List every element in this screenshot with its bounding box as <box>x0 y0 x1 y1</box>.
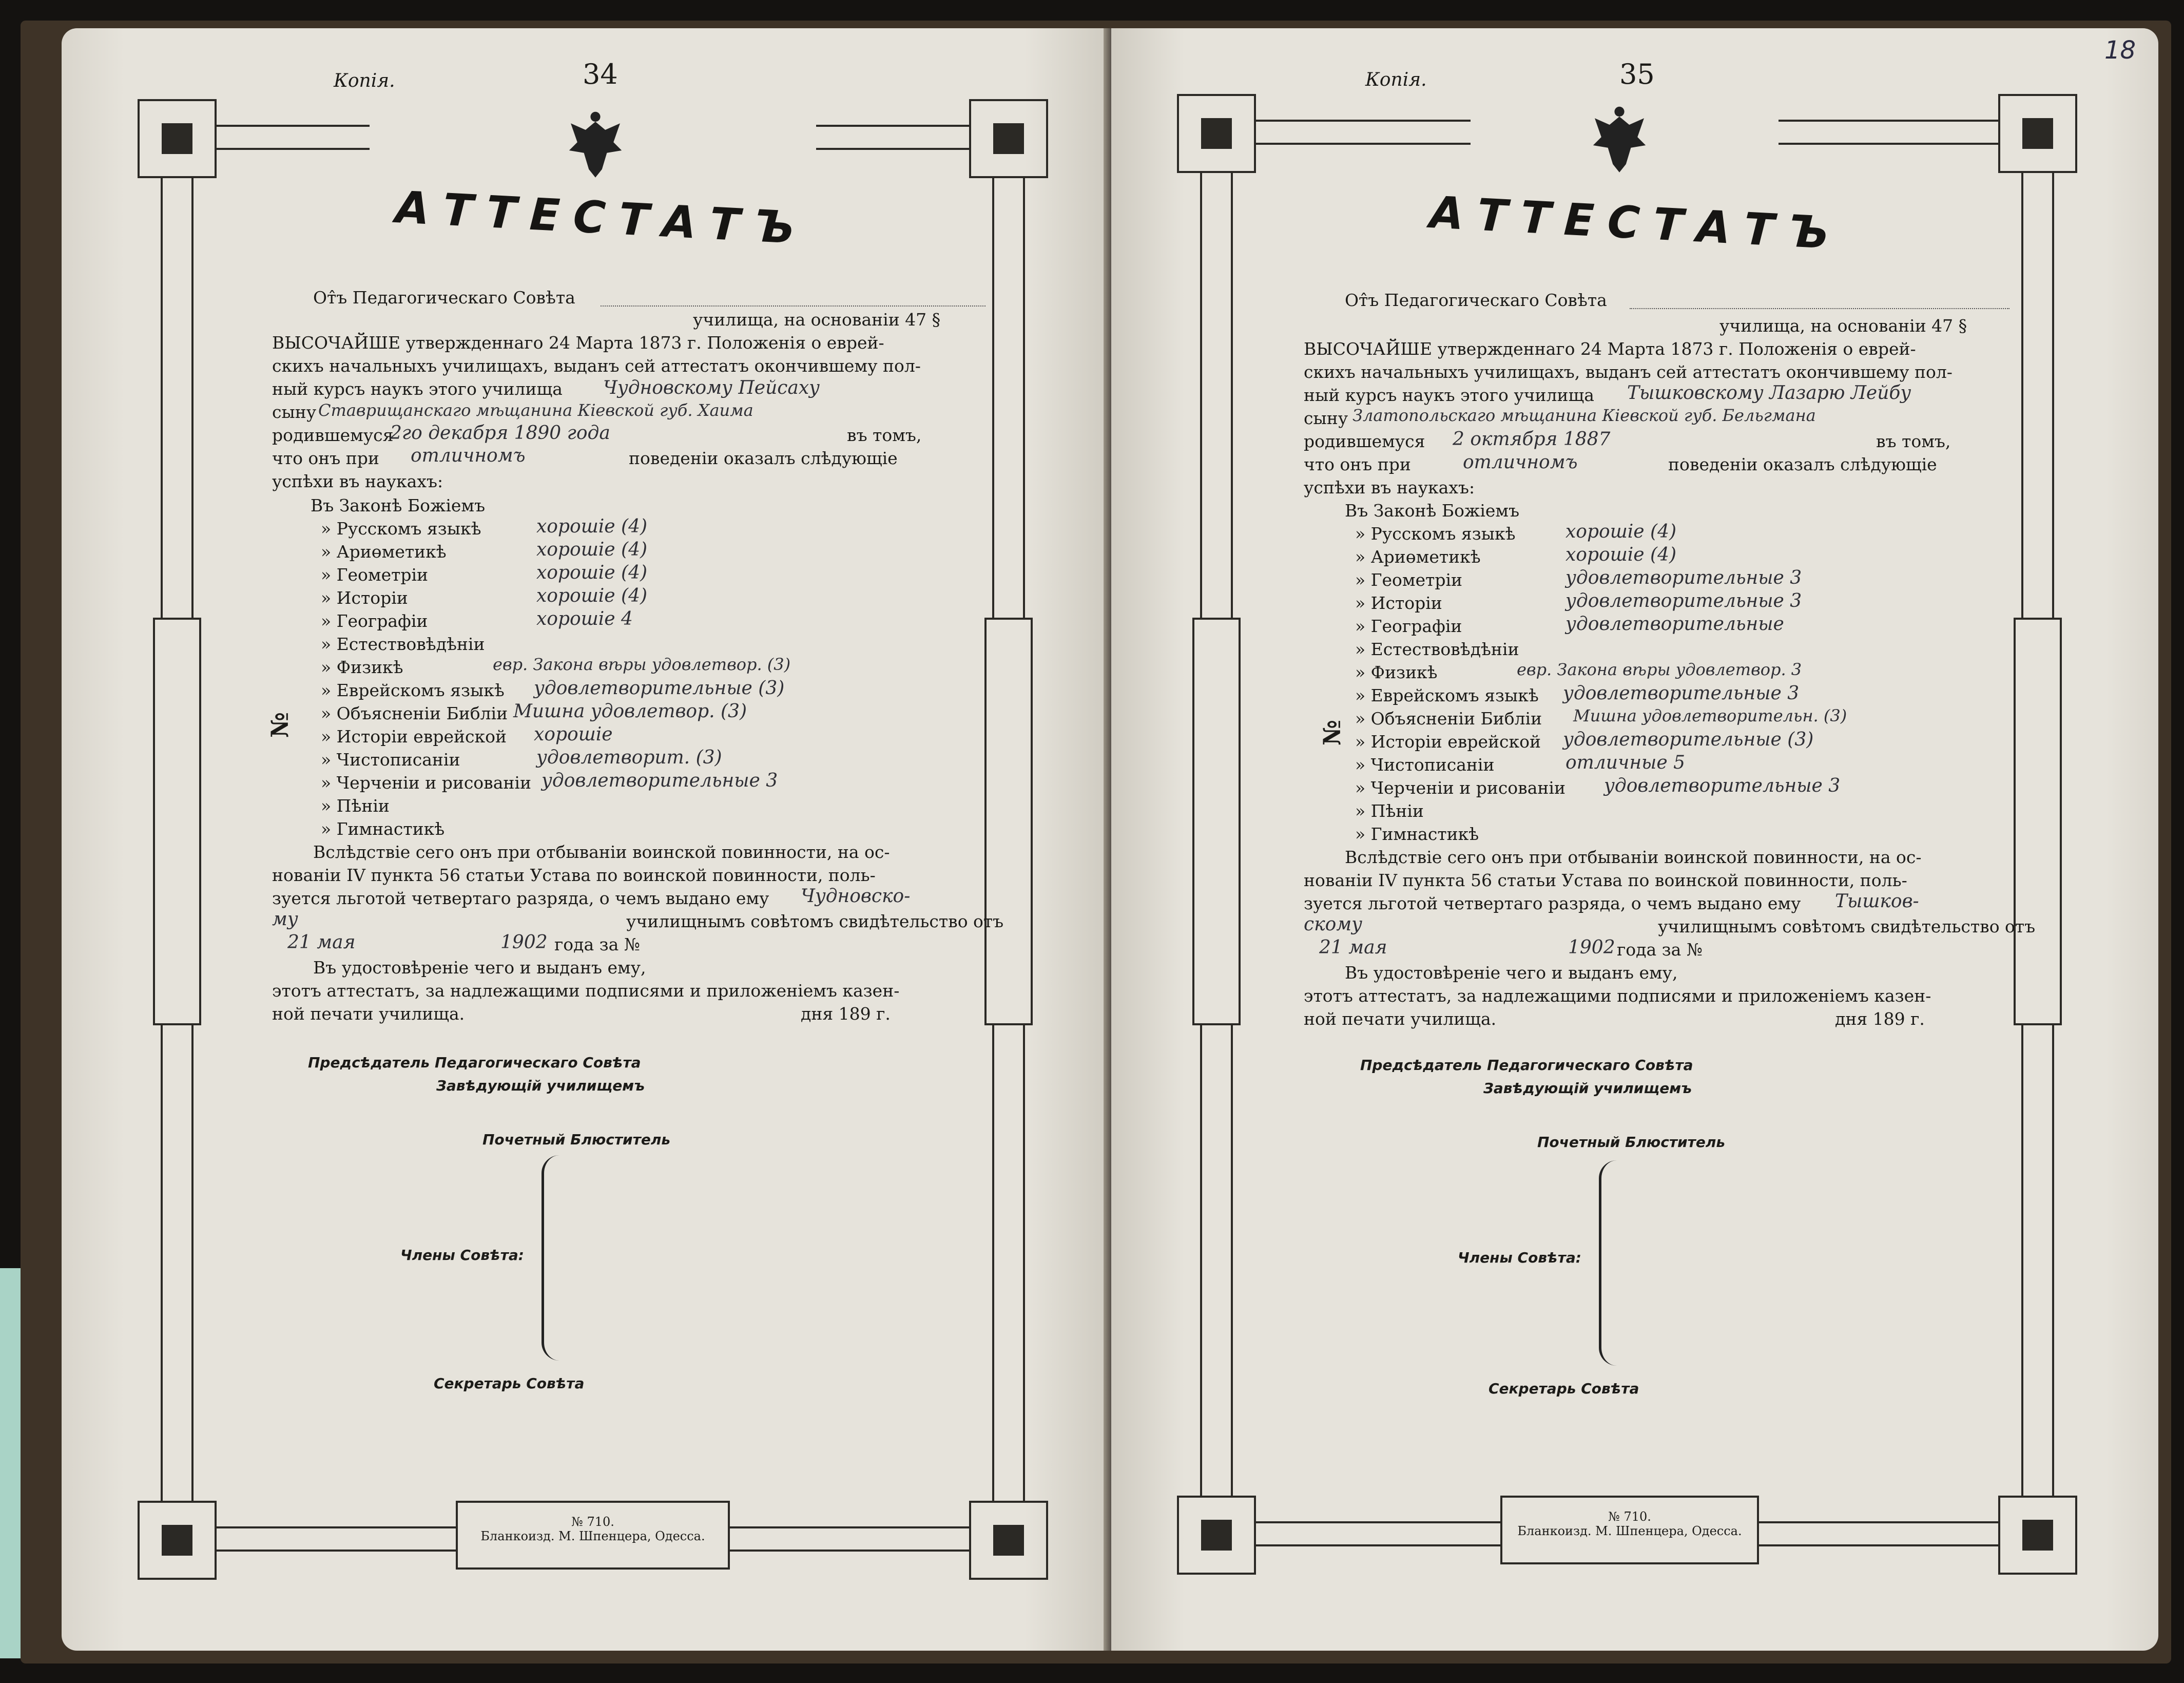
sig-head: Завѣдующій училищемъ <box>436 1077 645 1094</box>
issued-to-2: скому <box>1304 914 1363 935</box>
copy-label: Копія. <box>334 70 395 91</box>
intro-line-5: ный курсъ наукъ этого училища <box>272 379 563 399</box>
cert-year: 1902 <box>500 932 548 953</box>
issued-to: Чудновско- <box>801 886 911 907</box>
stamp-number: № 710. <box>1608 1509 1651 1524</box>
grade-8: удовлетворительные 3 <box>1563 683 1800 704</box>
grade-11: удовлетворит. (3) <box>536 747 722 768</box>
subject-5: » Географіи <box>321 611 428 631</box>
subject-2: » Ариөметикѣ <box>1355 547 1481 567</box>
grade-7: евр. Закона вѣры удовлетвор. 3 <box>1517 660 1802 679</box>
subject-3: » Геометріи <box>321 565 429 585</box>
closing-1: Вслѣдствіе сего онъ при отбываніи воинской повинности, на ос- <box>313 842 890 862</box>
grade-9: Мишна удовлетвор. (3) <box>513 701 747 722</box>
sig-members: Члены Совѣта: <box>400 1247 524 1264</box>
intro-line-5: ный курсъ наукъ этого училища <box>1304 385 1594 405</box>
grade-2: хорошіе (4) <box>536 539 648 560</box>
stamp-number: № 710. <box>571 1515 614 1529</box>
subject-6: » Естествовѣдѣніи <box>321 634 485 654</box>
fill-line <box>1630 308 2009 309</box>
archive-sheet-number: 18 <box>2104 36 2136 65</box>
cert-date: 21 мая <box>287 932 356 953</box>
grade-5: удовлетворительные <box>1565 614 1784 635</box>
behavior: отличномъ <box>411 445 526 466</box>
student-name: Тышковскому Лазарю Лейбу <box>1627 382 1911 404</box>
subject-13: » Пѣніи <box>321 796 390 816</box>
subject-4: » Исторіи <box>321 588 408 608</box>
copy-label: Копія. <box>1365 69 1427 90</box>
double-headed-eagle-icon <box>554 105 636 187</box>
ornamental-frame <box>1111 28 2158 1651</box>
parent-name: Ставрищанскаго мѣщанина Кіевской губ. Хаима <box>318 400 753 420</box>
sig-secretary: Секретарь Совѣта <box>1489 1380 1639 1397</box>
subject-1: » Русскомъ языкѣ <box>321 519 481 539</box>
sig-chairman: Предсѣдатель Педагогическаго Совѣта <box>1360 1057 1693 1074</box>
grade-8: удовлетворительные (3) <box>534 678 785 699</box>
birth-date: 2 октября 1887 <box>1453 429 1611 450</box>
student-name: Чудновскому Пейсаху <box>603 377 820 398</box>
subject-6: » Естествовѣдѣніи <box>1355 639 1519 659</box>
grade-5: хорошіе 4 <box>536 608 633 629</box>
sig-trustee: Почетный Блюститель <box>1537 1134 1726 1151</box>
grade-1: хорошіе (4) <box>1565 521 1677 542</box>
closing-8: ной печати училища. <box>1304 1009 1497 1029</box>
closing-2: нованіи IV пункта 56 статьи Устава по воинской повинности, поль- <box>272 865 876 885</box>
grade-12: удовлетворительные 3 <box>1604 775 1841 796</box>
closing-3: зуется льготой четвертаго разряда, о чемъ выдано ему <box>1304 893 1801 913</box>
intro-line-2: училища, на основаніи 47 § <box>1719 316 1967 336</box>
grade-11: отличные 5 <box>1565 752 1685 773</box>
closing-9: дня 189 г. <box>801 1004 891 1024</box>
intro-line-4: скихъ начальныхъ училищахъ, выданъ сей аттестатъ окончившему пол- <box>1304 362 1953 382</box>
closing-7: этотъ аттестатъ, за надлежащими подписями и приложеніемъ казен- <box>1304 986 1931 1006</box>
number-mark: № <box>1318 720 1346 745</box>
issued-to: Тышков- <box>1835 891 1919 912</box>
closing-8: ной печати училища. <box>272 1004 465 1024</box>
subject-9: » Объясненіи Библіи <box>321 703 508 723</box>
issued-to-2: му <box>272 909 298 930</box>
subject-14: » Гимнастикѣ <box>1355 824 1479 844</box>
sig-head: Завѣдующій училищемъ <box>1483 1080 1692 1097</box>
closing-5: года за № <box>1617 940 1703 960</box>
grade-2: хорошіе (4) <box>1565 544 1677 565</box>
subject-14: » Гимнастикѣ <box>321 819 445 839</box>
behavior: отличномъ <box>1463 452 1578 473</box>
intro-line-4: скихъ начальныхъ училищахъ, выданъ сей аттестатъ окончившему пол- <box>272 356 921 376</box>
closing-3: зуется льготой четвертаго разряда, о чемъ выдано ему <box>272 888 769 908</box>
parent-name: Златопольскаго мѣщанина Кіевской губ. Бельгмана <box>1352 406 1816 425</box>
members-brace <box>1599 1160 1617 1366</box>
intro-line-3: ВЫСОЧАЙШЕ утвержденнаго 24 Марта 1873 г. Положенія о еврей- <box>272 333 884 353</box>
intro-line-7: родившемуся <box>1304 431 1425 451</box>
printer-stamp <box>462 1515 724 1543</box>
ornamental-frame <box>62 28 1109 1651</box>
subject-0: Въ Законѣ Божіемъ <box>311 495 486 515</box>
grade-7: евр. Закона вѣры удовлетвор. (3) <box>493 655 791 674</box>
closing-4: училищнымъ совѣтомъ свидѣтельство отъ <box>626 911 1004 931</box>
subject-12: » Черченіи и рисованіи <box>321 773 531 793</box>
subject-8: » Еврейскомъ языкѣ <box>321 680 505 700</box>
subject-7: » Физикѣ <box>321 657 403 677</box>
subject-11: » Чистописаніи <box>1355 755 1495 775</box>
cert-year: 1902 <box>1568 937 1615 958</box>
sig-secretary: Секретарь Совѣта <box>434 1375 585 1392</box>
subject-13: » Пѣніи <box>1355 801 1424 821</box>
subject-4: » Исторіи <box>1355 593 1442 613</box>
subject-9: » Объясненіи Библіи <box>1355 709 1542 729</box>
grade-12: удовлетворительные 3 <box>542 770 778 791</box>
sig-members: Члены Совѣта: <box>1458 1249 1581 1266</box>
stamp-printer: Бланкоизд. М. Шпенцера, Одесса. <box>1517 1524 1742 1538</box>
subject-10: » Исторіи еврейской <box>321 726 507 747</box>
fill-line <box>601 305 985 307</box>
closing-6: Въ удостовѣреніе чего и выданъ ему, <box>1345 963 1678 983</box>
intro-line-11: успѣхи въ наукахъ: <box>272 471 443 491</box>
grade-4: хорошіе (4) <box>536 585 648 606</box>
left-page <box>62 28 1109 1651</box>
closing-2: нованіи IV пункта 56 статьи Устава по воинской повинности, поль- <box>1304 870 1907 890</box>
stamp-printer: Бланкоизд. М. Шпенцера, Одесса. <box>480 1529 705 1543</box>
closing-1: Вслѣдствіе сего онъ при отбываніи воинской повинности, на ос- <box>1345 847 1922 867</box>
subject-3: » Геометріи <box>1355 570 1463 590</box>
grade-10: хорошіе <box>534 724 613 745</box>
document-title: АТТЕСТАТЪ <box>1428 187 1844 260</box>
subject-2: » Ариөметикѣ <box>321 542 447 562</box>
intro-line-1: От̂ъ Педагогическаго Совѣта <box>1345 290 1607 310</box>
intro-line-10: поведеніи оказалъ слѣдующіе <box>1668 454 1937 474</box>
printer-stamp <box>1506 1509 1753 1538</box>
intro-line-2: училища, на основаніи 47 § <box>693 310 941 330</box>
page-number: 34 <box>583 58 618 90</box>
cert-date: 21 мая <box>1319 937 1387 958</box>
closing-9: дня 189 г. <box>1835 1009 1925 1029</box>
subject-1: » Русскомъ языкѣ <box>1355 524 1516 544</box>
document-title: АТТЕСТАТЪ <box>394 182 809 255</box>
intro-line-6: сыну <box>1304 408 1348 428</box>
birth-date: 2го декабря 1890 года <box>390 423 610 444</box>
sig-trustee: Почетный Блюститель <box>482 1131 671 1148</box>
subject-7: » Физикѣ <box>1355 662 1438 682</box>
subject-12: » Черченіи и рисованіи <box>1355 778 1565 798</box>
grade-1: хорошіе (4) <box>536 516 648 537</box>
intro-line-11: успѣхи въ наукахъ: <box>1304 477 1475 498</box>
grade-9: Мишна удовлетворительн. (3) <box>1573 706 1847 725</box>
closing-6: Въ удостовѣреніе чего и выданъ ему, <box>313 958 646 978</box>
grade-3: хорошіе (4) <box>536 562 648 583</box>
intro-line-8: въ томъ, <box>1876 431 1951 451</box>
members-brace <box>542 1155 559 1361</box>
intro-line-10: поведеніи оказалъ слѣдующіе <box>629 448 898 468</box>
grade-3: удовлетворительные 3 <box>1565 567 1802 588</box>
intro-line-8: въ томъ, <box>847 425 922 445</box>
intro-line-9: что онъ при <box>1304 454 1411 474</box>
double-headed-eagle-icon <box>1578 100 1660 182</box>
page-number: 35 <box>1619 58 1655 90</box>
right-page <box>1111 28 2158 1651</box>
subject-10: » Исторіи еврейской <box>1355 732 1541 752</box>
number-mark: № <box>266 712 294 738</box>
intro-line-7: родившемуся <box>272 425 394 445</box>
intro-line-3: ВЫСОЧАЙШЕ утвержденнаго 24 Марта 1873 г. Положенія о еврей- <box>1304 339 1916 359</box>
subject-11: » Чистописаніи <box>321 750 460 770</box>
grade-10: удовлетворительные (3) <box>1563 729 1814 750</box>
subject-8: » Еврейскомъ языкѣ <box>1355 685 1539 705</box>
intro-line-6: сыну <box>272 402 317 422</box>
subject-5: » Географіи <box>1355 616 1462 636</box>
closing-5: года за № <box>554 934 641 954</box>
closing-4: училищнымъ совѣтомъ свидѣтельство отъ <box>1658 916 2036 936</box>
intro-line-9: что онъ при <box>272 448 379 468</box>
grade-4: удовлетворительные 3 <box>1565 590 1802 611</box>
closing-7: этотъ аттестатъ, за надлежащими подписями и приложеніемъ казен- <box>272 981 900 1001</box>
intro-line-1: От̂ъ Педагогическаго Совѣта <box>313 288 575 308</box>
subject-0: Въ Законѣ Божіемъ <box>1345 501 1520 521</box>
sig-chairman: Предсѣдатель Педагогическаго Совѣта <box>308 1054 641 1071</box>
